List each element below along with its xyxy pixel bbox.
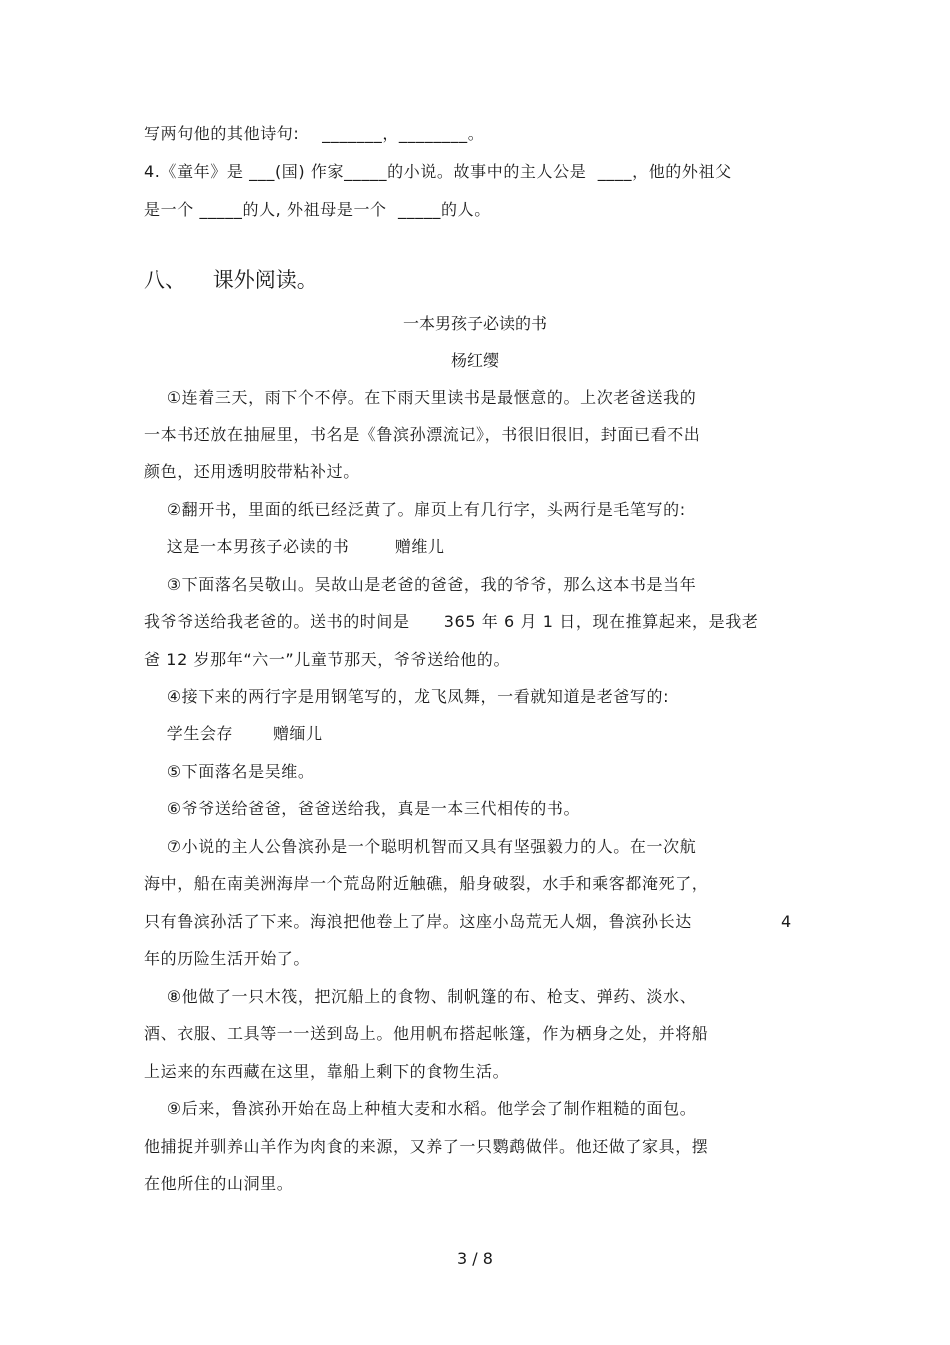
article-line: ⑧他做了一只木筏，把沉船上的食物、制帆篷的布、枪支、弹药、淡水、 xyxy=(144,987,697,1006)
article-line: ②翻开书，里面的纸已经泛黄了。扉页上有几行字，头两行是毛笔写的: xyxy=(144,500,686,519)
fill-in-line-3: 是一个 _____的人, 外祖母是一个 _____的人。 xyxy=(144,200,491,219)
article-line: ①连着三天，雨下个不停。在下雨天里读书是最惬意的。上次老爸送我的 xyxy=(144,388,697,407)
article-line: 年的历险生活开始了。 xyxy=(144,949,311,968)
article-line: 我爷爷送给我老爸的。送书的时间是 365 年 6 月 1 日，现在推算起来，是我老 xyxy=(144,612,759,631)
article-line: 这是一本男孩子必读的书 赠维儿 xyxy=(144,537,445,556)
article-line: ⑦小说的主人公鲁滨孙是一个聪明机智而又具有坚强毅力的人。在一次航 xyxy=(144,837,697,856)
article-line: 一本书还放在抽屉里，书名是《鲁滨孙漂流记》，书很旧很旧，封面已看不出 xyxy=(144,425,701,444)
article-line: 他捕捉并驯养山羊作为肉食的来源，又养了一只鹦鹉做伴。他还做了家具，摆 xyxy=(144,1137,709,1156)
page-number: 3 / 8 xyxy=(457,1249,493,1268)
years-number: 4 xyxy=(781,912,792,931)
article-line: ⑨后来，鲁滨孙开始在岛上种植大麦和水稻。他学会了制作粗糙的面包。 xyxy=(144,1099,697,1118)
article-line: 酒、衣服、工具等一一送到岛上。他用帆布搭起帐篷，作为栖身之处，并将船 xyxy=(144,1024,709,1043)
article-line: 上运来的东西藏在这里，靠船上剩下的食物生活。 xyxy=(144,1062,510,1081)
article-line: 海中，船在南美洲海岸一个荒岛附近触礁，船身破裂，水手和乘客都淹死了， xyxy=(144,874,709,893)
fill-in-line-1: 写两句他的其他诗句: _______，________。 xyxy=(144,124,485,143)
article-line: ④接下来的两行字是用钢笔写的，龙飞凤舞，一看就知道是老爸写的: xyxy=(144,687,670,706)
article-line: ⑥爷爷送给爸爸，爸爸送给我，真是一本三代相传的书。 xyxy=(144,799,581,818)
article-line: 学生会存 赠缅儿 xyxy=(144,724,323,743)
article-line: 只有鲁滨孙活了下来。海浪把他卷上了岸。这座小岛荒无人烟，鲁滨孙长达 xyxy=(144,912,692,931)
article-line: ⑤下面落名是吴维。 xyxy=(144,762,315,781)
article-line: ③下面落名吴敬山。吴故山是老爸的爸爸，我的爷爷，那么这本书是当年 xyxy=(144,575,697,594)
article-title: 一本男孩子必读的书 xyxy=(402,314,547,333)
article-author: 杨红缨 xyxy=(450,351,499,370)
article-line: 在他所住的山洞里。 xyxy=(144,1174,294,1193)
section-heading: 八、 课外阅读。 xyxy=(144,268,318,292)
article-line: 爸 12 岁那年“六一”儿童节那天，爷爷送给他的。 xyxy=(144,650,511,669)
article-line: 颜色，还用透明胶带粘补过。 xyxy=(144,462,360,481)
fill-in-line-2: 4.《童年》是 ___(国) 作家_____的小说。故事中的主人公是 ____，他的外祖父 xyxy=(144,162,732,181)
